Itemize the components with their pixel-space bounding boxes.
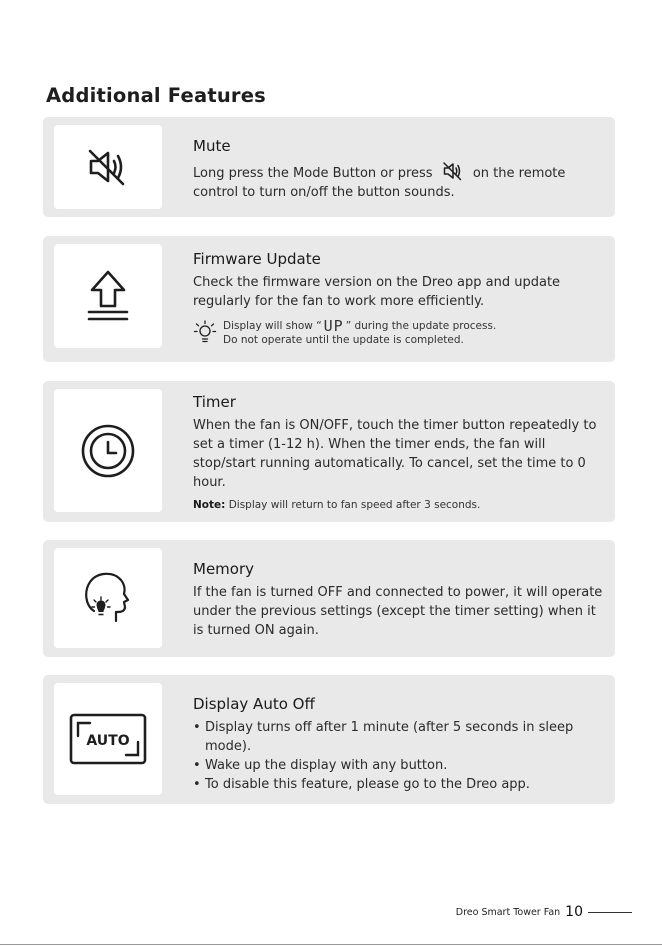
feature-title: Mute	[193, 137, 231, 155]
list-item: • To disable this feature, please go to the Dreo app.	[193, 775, 603, 794]
mute-speaker-icon	[440, 160, 466, 182]
auto-display-icon	[68, 712, 148, 766]
feature-card-display-auto-off	[43, 675, 615, 804]
icon-box-display-auto-off	[54, 683, 162, 795]
page-number: 10	[565, 904, 583, 920]
icon-box-mute	[54, 125, 162, 209]
feature-body-part2: on the remote control to turn on/off the button sounds.	[193, 166, 566, 200]
bottom-divider	[0, 944, 662, 945]
bullet-list	[193, 718, 603, 794]
feature-body-part1: Long press the Mode Button or press	[193, 166, 433, 181]
firmware-update-arrow-icon	[83, 266, 133, 326]
note-text: Display will return to fan speed after 3 seconds.	[228, 499, 481, 511]
feature-title: Display Auto Off	[193, 695, 315, 713]
list-item: • Display turns off after 1 minute (after 5 seconds in sleep mode).	[193, 718, 603, 756]
footer-rule	[588, 912, 632, 913]
feature-body	[193, 160, 603, 202]
feature-card-firmware-update	[43, 236, 615, 362]
feature-body: Check the firmware version on the Dreo app and update regularly for the fan to work more efficiently.	[193, 275, 561, 309]
icon-box-memory	[54, 548, 162, 648]
tip-line2: Do not operate until the update is completed.	[223, 334, 464, 346]
page-footer	[456, 904, 632, 920]
feature-title: Firmware Update	[193, 250, 321, 268]
feature-card-mute	[43, 117, 615, 217]
note-label: Note:	[193, 499, 226, 511]
feature-body: If the fan is turned OFF and connected to power, it will operate under the previous settings (except the timer setting) when it is turned ON again.	[193, 585, 603, 638]
feature-title: Memory	[193, 560, 255, 578]
clock-icon	[80, 423, 136, 479]
display-code: UP	[323, 317, 344, 335]
tip-text	[223, 319, 496, 347]
tip-line1-before: Display will show “	[223, 320, 322, 332]
icon-box-timer	[54, 389, 162, 512]
auto-icon-label: AUTO	[86, 733, 130, 749]
footer-product-name: Dreo Smart Tower Fan	[455, 906, 561, 918]
note	[193, 499, 603, 511]
head-memory-icon	[80, 567, 136, 629]
page-title: Additional Features	[46, 84, 266, 107]
feature-card-timer	[43, 381, 615, 522]
tip	[193, 319, 603, 347]
list-item: • Wake up the display with any button.	[193, 756, 603, 775]
lightbulb-tip-icon	[193, 319, 217, 345]
feature-title: Timer	[193, 393, 236, 411]
feature-card-memory	[43, 540, 615, 657]
mute-speaker-icon	[83, 142, 133, 192]
icon-box-firmware-update	[54, 244, 162, 348]
feature-body: When the fan is ON/OFF, touch the timer button repeatedly to set a timer (1-12 h). When the timer ends, the fan will stop/start running automatically. To cancel, set the time to 0 hour.	[193, 418, 597, 490]
tip-line1-after: ” during the update process.	[345, 320, 497, 332]
